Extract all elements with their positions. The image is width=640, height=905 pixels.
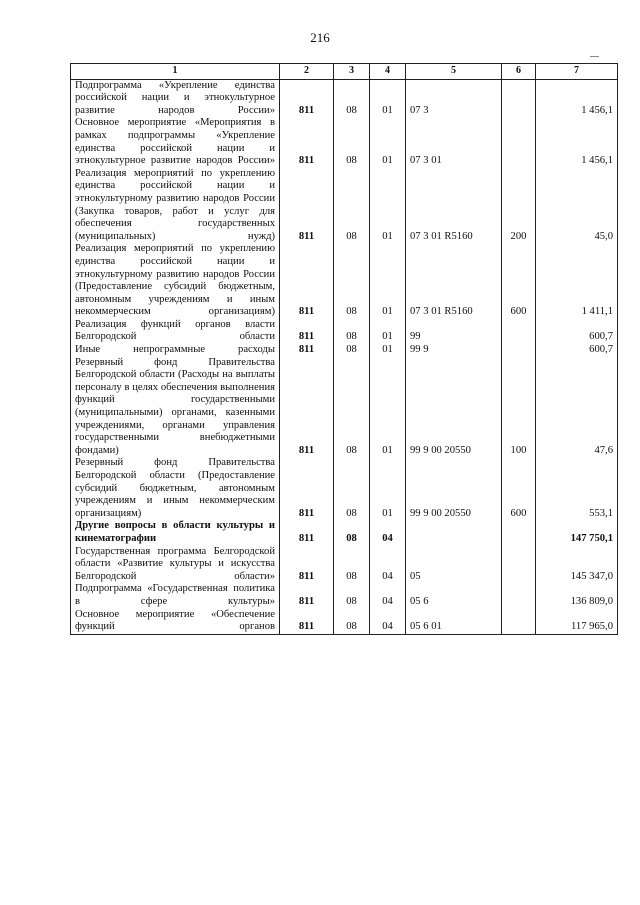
- row-expense-type: [502, 583, 536, 608]
- row-admin-code: 811: [280, 520, 334, 545]
- row-target-article: 07 3: [406, 79, 502, 117]
- table-row: [71, 344, 618, 357]
- row-section: 08: [334, 168, 370, 244]
- row-subsection: 04: [370, 609, 406, 635]
- row-section: 08: [334, 546, 370, 584]
- table-row: [71, 168, 618, 244]
- page-number: 216: [310, 30, 330, 45]
- row-target-article: [406, 520, 502, 545]
- row-subsection: 01: [370, 168, 406, 244]
- row-subsection: 04: [370, 520, 406, 545]
- row-name: Реализация мероприятий по укреплению единства российской нации и этнокультурному развитию народов России (Предоставление субсидий бюджетным, автономным учреждениям и иным некоммерческим организациям): [71, 243, 280, 319]
- row-target-article: 07 3 01 R5160: [406, 168, 502, 244]
- row-subsection: 01: [370, 117, 406, 167]
- row-admin-code: 811: [280, 344, 334, 357]
- row-expense-type: [502, 117, 536, 167]
- row-amount: 117 965,0: [536, 609, 618, 635]
- row-expense-type: 600: [502, 243, 536, 319]
- row-target-article: 07 3 01: [406, 117, 502, 167]
- row-subsection: 01: [370, 319, 406, 344]
- row-section: 08: [334, 583, 370, 608]
- row-expense-type: 100: [502, 357, 536, 458]
- row-subsection: 01: [370, 457, 406, 520]
- row-amount: 136 809,0: [536, 583, 618, 608]
- row-name: Резервный фонд Правительства Белгородской области (Предоставление субсидий бюджетным, автономным учреждениям и иным некоммерческим организациям): [71, 457, 280, 520]
- row-amount: 45,0: [536, 168, 618, 244]
- table-row: [71, 546, 618, 584]
- row-expense-type: [502, 319, 536, 344]
- header-col-4: 4: [370, 64, 406, 80]
- row-section: 08: [334, 79, 370, 117]
- table-row: [71, 357, 618, 458]
- row-target-article: 99 9 00 20550: [406, 357, 502, 458]
- row-expense-type: [502, 546, 536, 584]
- row-name: Другие вопросы в области культуры и кинематографии: [71, 520, 280, 545]
- row-subsection: 01: [370, 79, 406, 117]
- row-target-article: 05: [406, 546, 502, 584]
- row-admin-code: 811: [280, 457, 334, 520]
- row-amount: 553,1: [536, 457, 618, 520]
- row-name: Государственная программа Белгородской области «Развитие культуры и искусства Белгородской области»: [71, 546, 280, 584]
- row-section: 08: [334, 344, 370, 357]
- row-expense-type: [502, 609, 536, 635]
- row-expense-type: 200: [502, 168, 536, 244]
- header-col-2: 2: [280, 64, 334, 80]
- row-admin-code: 811: [280, 117, 334, 167]
- table-header-row: [71, 64, 618, 80]
- table-row: [71, 117, 618, 167]
- row-section: 08: [334, 457, 370, 520]
- row-target-article: 07 3 01 R5160: [406, 243, 502, 319]
- row-name: Основное мероприятие «Мероприятия в рамках подпрограммы «Укрепление единства российской нации и этнокультурное развитие народов России»: [71, 117, 280, 167]
- table-row: [71, 319, 618, 344]
- row-target-article: 99: [406, 319, 502, 344]
- row-name: Резервный фонд Правительства Белгородской области (Расходы на выплаты персоналу в целях обеспечения выполнения функций государственными (муниципальными) органами, казенными учреждениями, органами управления государственными внебюджетными фондами): [71, 357, 280, 458]
- row-name: Основное мероприятие «Обеспечение функций органов: [71, 609, 280, 635]
- row-admin-code: 811: [280, 583, 334, 608]
- row-admin-code: 811: [280, 243, 334, 319]
- row-name: Подпрограмма «Государственная политика в сфере культуры»: [71, 583, 280, 608]
- row-amount: 1 456,1: [536, 79, 618, 117]
- row-name: Подпрограмма «Укрепление единства российской нации и этнокультурное развитие народов России»: [71, 79, 280, 117]
- row-expense-type: [502, 79, 536, 117]
- header-col-6: 6: [502, 64, 536, 80]
- row-amount: 600,7: [536, 319, 618, 344]
- row-target-article: 05 6: [406, 583, 502, 608]
- row-section: 08: [334, 117, 370, 167]
- row-admin-code: 811: [280, 319, 334, 344]
- row-subsection: 01: [370, 243, 406, 319]
- row-subsection: 01: [370, 357, 406, 458]
- row-target-article: 99 9: [406, 344, 502, 357]
- row-expense-type: [502, 344, 536, 357]
- row-amount: 147 750,1: [536, 520, 618, 545]
- row-target-article: 05 6 01: [406, 609, 502, 635]
- row-name: Реализация функций органов власти Белгородской области: [71, 319, 280, 344]
- row-name: Реализация мероприятий по укреплению единства российской нации и этнокультурному развитию народов России (Закупка товаров, работ и услуг для обеспечения государственных (муниципальных) нужд): [71, 168, 280, 244]
- row-subsection: 01: [370, 344, 406, 357]
- row-expense-type: [502, 520, 536, 545]
- budget-table: [70, 63, 618, 635]
- row-admin-code: 811: [280, 168, 334, 244]
- row-amount: 145 347,0: [536, 546, 618, 584]
- row-section: 08: [334, 609, 370, 635]
- row-amount: 47,6: [536, 357, 618, 458]
- row-section: 08: [334, 520, 370, 545]
- row-admin-code: 811: [280, 546, 334, 584]
- table-row: [71, 243, 618, 319]
- row-target-article: 99 9 00 20550: [406, 457, 502, 520]
- header-col-7: 7: [536, 64, 618, 80]
- row-admin-code: 811: [280, 79, 334, 117]
- table-row: [71, 583, 618, 608]
- header-col-3: 3: [334, 64, 370, 80]
- row-name: Иные непрограммные расходы: [71, 344, 280, 357]
- row-amount: 1 456,1: [536, 117, 618, 167]
- row-section: 08: [334, 243, 370, 319]
- row-admin-code: 811: [280, 357, 334, 458]
- row-admin-code: 811: [280, 609, 334, 635]
- header-col-5: 5: [406, 64, 502, 80]
- row-subsection: 04: [370, 583, 406, 608]
- table-row: [71, 609, 618, 635]
- header-col-1: 1: [71, 64, 280, 80]
- row-expense-type: 600: [502, 457, 536, 520]
- table-row: [71, 457, 618, 520]
- table-row: [71, 79, 618, 117]
- corner-mark: [590, 56, 599, 57]
- row-subsection: 04: [370, 546, 406, 584]
- row-section: 08: [334, 319, 370, 344]
- row-amount: 600,7: [536, 344, 618, 357]
- table-row: [71, 520, 618, 545]
- row-amount: 1 411,1: [536, 243, 618, 319]
- row-section: 08: [334, 357, 370, 458]
